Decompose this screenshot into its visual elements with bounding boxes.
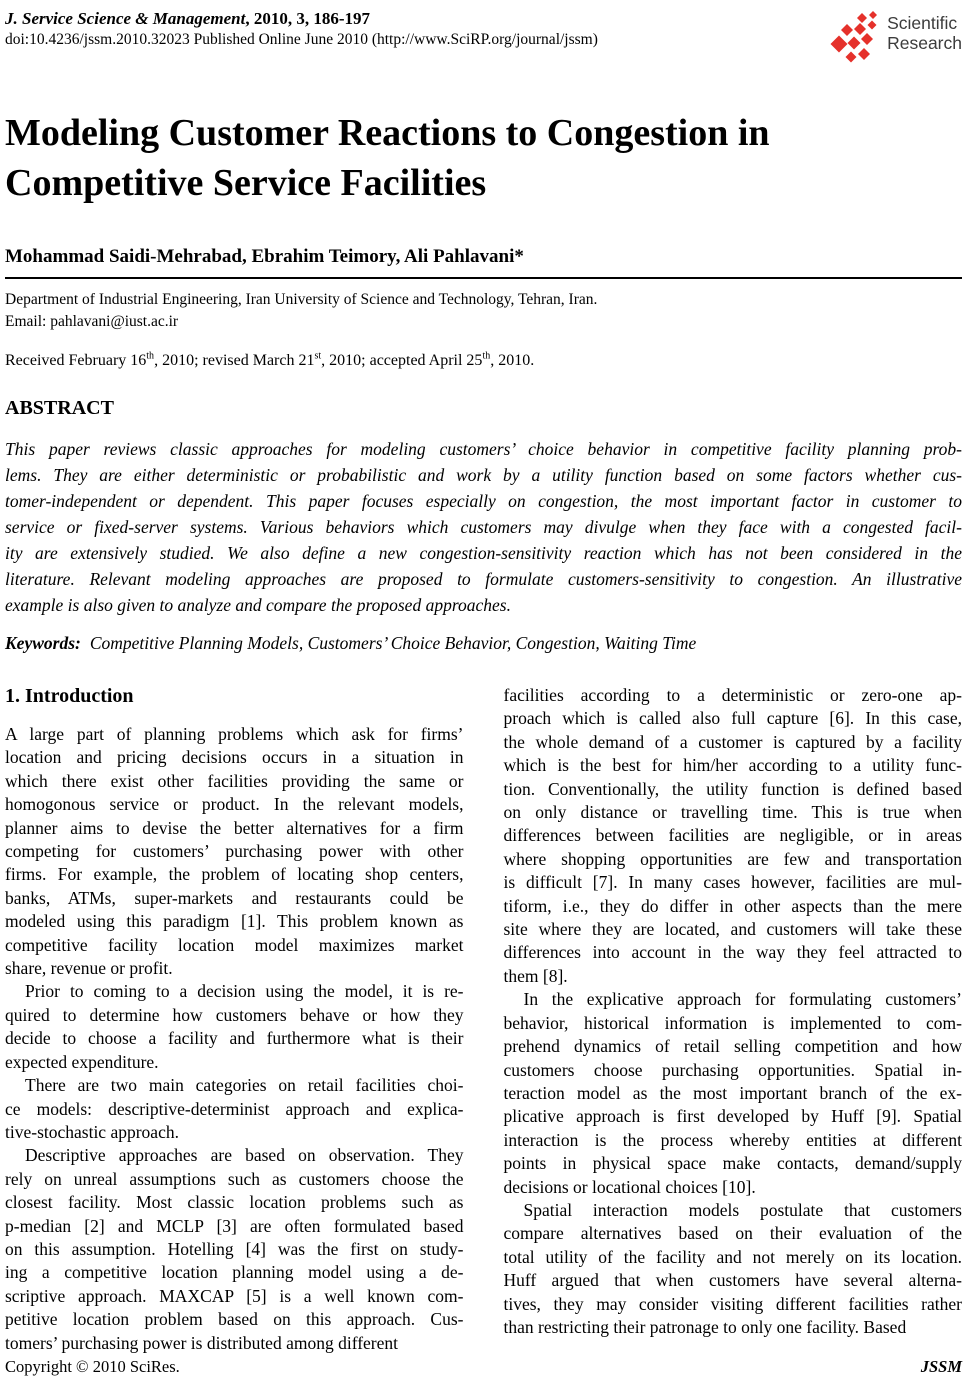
text-line: on this assumption. Hotelling [4] was the first on study-	[5, 1238, 464, 1259]
publisher-name-line1: Scientific	[887, 13, 958, 33]
text-line: tion. Conventionally, the utility function is defined based	[503, 778, 962, 799]
text-line: Competitive Service Facilities	[5, 162, 487, 204]
text-line: site where they are located, and customers will take these	[503, 919, 962, 940]
page-footer	[5, 1357, 962, 1377]
superscript: th	[146, 350, 155, 362]
left-column	[5, 684, 464, 1355]
text-line: which there exist other facilities providing the same or	[5, 770, 464, 791]
text-line: tiform, i.e., they do differ in other aspects than the mere	[503, 895, 962, 916]
paragraph	[5, 723, 464, 980]
text-line: quired to determine how customers behave or how they	[5, 1004, 464, 1025]
text-line: Huff argued that when customers have several alterna-	[503, 1270, 962, 1291]
text-line: lems. They are either deterministic or probabilistic and work by a utility function based on some factors whether cus-	[5, 465, 962, 485]
superscript: th	[482, 350, 491, 362]
text-line: which is the best for him/her according to a utility func-	[503, 755, 962, 776]
text-line: literature. Relevant modeling approaches are proposed to formulate customers-sensitivity to congestion. An illustrative	[5, 569, 962, 589]
text-line: This paper reviews classic approaches for modeling customers’ choice behavior in competitive facility planning prob-	[5, 439, 962, 459]
paragraph	[504, 1199, 963, 1339]
text-line: points in physical space make contacts, demand/supply	[503, 1153, 962, 1174]
paragraph	[5, 1074, 464, 1144]
text-run: , 2010.	[490, 352, 535, 369]
right-column-text	[504, 684, 963, 1339]
text-line: behavior, historical information is implemented to com-	[503, 1012, 962, 1033]
text-line: differences between facilities are negligible, or in areas	[503, 825, 962, 846]
text-line: Modeling Customer Reactions to Congestion in	[5, 112, 770, 154]
copyright-text: Copyright © 2010 SciRes.	[5, 1357, 180, 1376]
section-heading-introduction: 1. Introduction	[5, 685, 134, 707]
paper-title	[5, 108, 962, 208]
text-run: , 2010; revised March 21	[154, 352, 315, 369]
text-line: modeled using this paradigm [1]. This problem known as	[5, 911, 464, 932]
text-line: firms. For example, the problem of locating shop centers,	[5, 864, 464, 885]
keywords-line	[5, 633, 962, 654]
body-columns	[5, 684, 962, 1355]
text-line: share, revenue or profit.	[5, 958, 173, 979]
text-line: tomer-independent or dependent. This paper focuses especially on congestion, the most important factor in customer to	[5, 491, 962, 511]
text-line: Prior to coming to a decision using the model, it is re-	[25, 981, 464, 1002]
affiliation-block	[5, 289, 962, 333]
text-line: competing for customers’ purchasing power with other	[5, 841, 464, 862]
text-line: decide to choose a facility and furthermore what is their	[5, 1028, 464, 1049]
text-line: teraction model as the most important branch of the ex-	[503, 1082, 962, 1103]
text-line: tomers’ purchasing power is distributed among different	[5, 1332, 399, 1353]
journal-info	[5, 8, 598, 50]
text-line: p-median [2] and MCLP [3] are often formulated based	[5, 1215, 464, 1236]
text-line: There are two main categories on retail facilities choi-	[25, 1075, 464, 1096]
text-line: compare alternatives based on their evaluation of the	[503, 1223, 962, 1244]
text-line: example is also given to analyze and compare the proposed approaches.	[5, 595, 511, 615]
text-line: expected expenditure.	[5, 1051, 159, 1072]
affiliation: Department of Industrial Engineering, Iran University of Science and Technology, Tehran, Iran.	[5, 291, 598, 308]
scirp-diamonds-icon	[830, 10, 882, 66]
journal-abbreviation: JSSM	[920, 1357, 962, 1376]
text-line: tives, they may consider visiting different facilities rather	[503, 1293, 962, 1314]
text-line: tive-stochastic approach.	[5, 1121, 179, 1142]
text-line: petitive location problem based on this approach. Cus-	[5, 1309, 464, 1330]
publisher-logo	[830, 10, 962, 66]
text-line: ity are extensively studied. We also define a new congestion-sensitivity reaction which has not been considered in the	[5, 543, 962, 563]
journal-citation	[5, 8, 598, 29]
left-column-text	[5, 723, 464, 1355]
text-line: on only distance or travelling time. This is true when	[503, 802, 962, 823]
text-line: facilities according to a deterministic or zero-one ap-	[503, 685, 962, 705]
journal-name: J. Service Science & Management	[5, 9, 246, 28]
text-line: plicative approach is first developed by Huff [9]. Spatial	[503, 1106, 962, 1127]
text-line: total utility of the facility and not merely on its location.	[503, 1246, 962, 1267]
text-line: than restricting their patronage to only one facility. Based	[503, 1316, 907, 1337]
text-line: rely on unreal assumptions such as customers choose the	[5, 1168, 464, 1189]
text-line: closest facility. Most classic location problems such as	[5, 1192, 464, 1213]
text-line: is difficult [7]. In many cases however, facilities are mul-	[503, 872, 962, 893]
text-line: Descriptive approaches are based on observation. They	[25, 1145, 464, 1166]
text-line: service or fixed-server systems. Various behaviors which customers may divulge when they face with a congested facil-	[5, 517, 962, 537]
journal-header	[5, 8, 962, 66]
keywords-text: Competitive Planning Models, Customers’ Choice Behavior, Congestion, Waiting Time	[89, 633, 697, 653]
text-line: proach which is called also full capture [6]. In this case,	[503, 708, 962, 729]
paragraph	[504, 988, 963, 1199]
paragraph	[504, 684, 963, 988]
text-line: A large part of planning problems which ask for firms’	[5, 724, 464, 744]
text-line: where shopping opportunities are few and transportation	[503, 848, 962, 869]
doi-line: doi:10.4236/jssm.2010.32023 Published Online June 2010 (http://www.SciRP.org/journal/jssm)	[5, 31, 598, 48]
keywords-label: Keywords:	[5, 633, 81, 653]
text-line: decisions or locational choices [10].	[503, 1176, 756, 1197]
journal-issue: , 2010, 3, 186-197	[245, 9, 370, 28]
text-line: banks, ATMs, super-markets and restaurants could be	[5, 887, 464, 908]
text-run: Received February 16	[5, 352, 147, 369]
text-line: ing a competitive location planning model using a de-	[5, 1262, 464, 1283]
right-column	[504, 684, 963, 1355]
text-line: the whole demand of a customer is captured by a facility	[503, 731, 962, 752]
text-line: differences into account in the way they feel attracted to	[503, 942, 962, 963]
text-line: scriptive approach. MAXCAP [5] is a well known com-	[5, 1285, 464, 1306]
text-line: interaction is the process whereby entities at different	[503, 1129, 962, 1150]
authors-line: Mohammad Saidi-Mehrabad, Ebrahim Teimory, Ali Pahlavani*	[5, 246, 524, 267]
text-line: prehend dynamics of retail selling competition and how	[503, 1036, 962, 1057]
text-line: them [8].	[503, 965, 568, 986]
superscript: st	[314, 350, 322, 362]
abstract-heading: ABSTRACT	[5, 397, 114, 419]
abstract-text	[5, 436, 962, 618]
publisher-name	[887, 13, 962, 53]
text-line: competitive facility location model maximizes market	[5, 934, 464, 955]
received-line	[5, 352, 962, 370]
text-line: In the explicative approach for formulating customers’	[523, 989, 962, 1010]
email-line: Email: pahlavani@iust.ac.ir	[5, 313, 179, 330]
text-line: location and pricing decisions occurs in a situation in	[5, 747, 464, 768]
paragraph	[5, 980, 464, 1074]
publisher-name-line2: Research	[887, 33, 962, 53]
text-line: Spatial interaction models postulate that customers	[523, 1199, 962, 1220]
text-run: , 2010; accepted April 25	[321, 352, 483, 369]
paragraph	[5, 1144, 464, 1355]
text-line: homogonous service or product. In the relevant models,	[5, 794, 464, 815]
text-line: customers choose purchasing opportunities. Spatial in-	[503, 1059, 962, 1080]
text-line: ce models: descriptive-determinist approach and explica-	[5, 1098, 464, 1119]
author-divider	[5, 277, 962, 279]
text-line: planner aims to devise the better alternatives for a firm	[5, 817, 464, 838]
